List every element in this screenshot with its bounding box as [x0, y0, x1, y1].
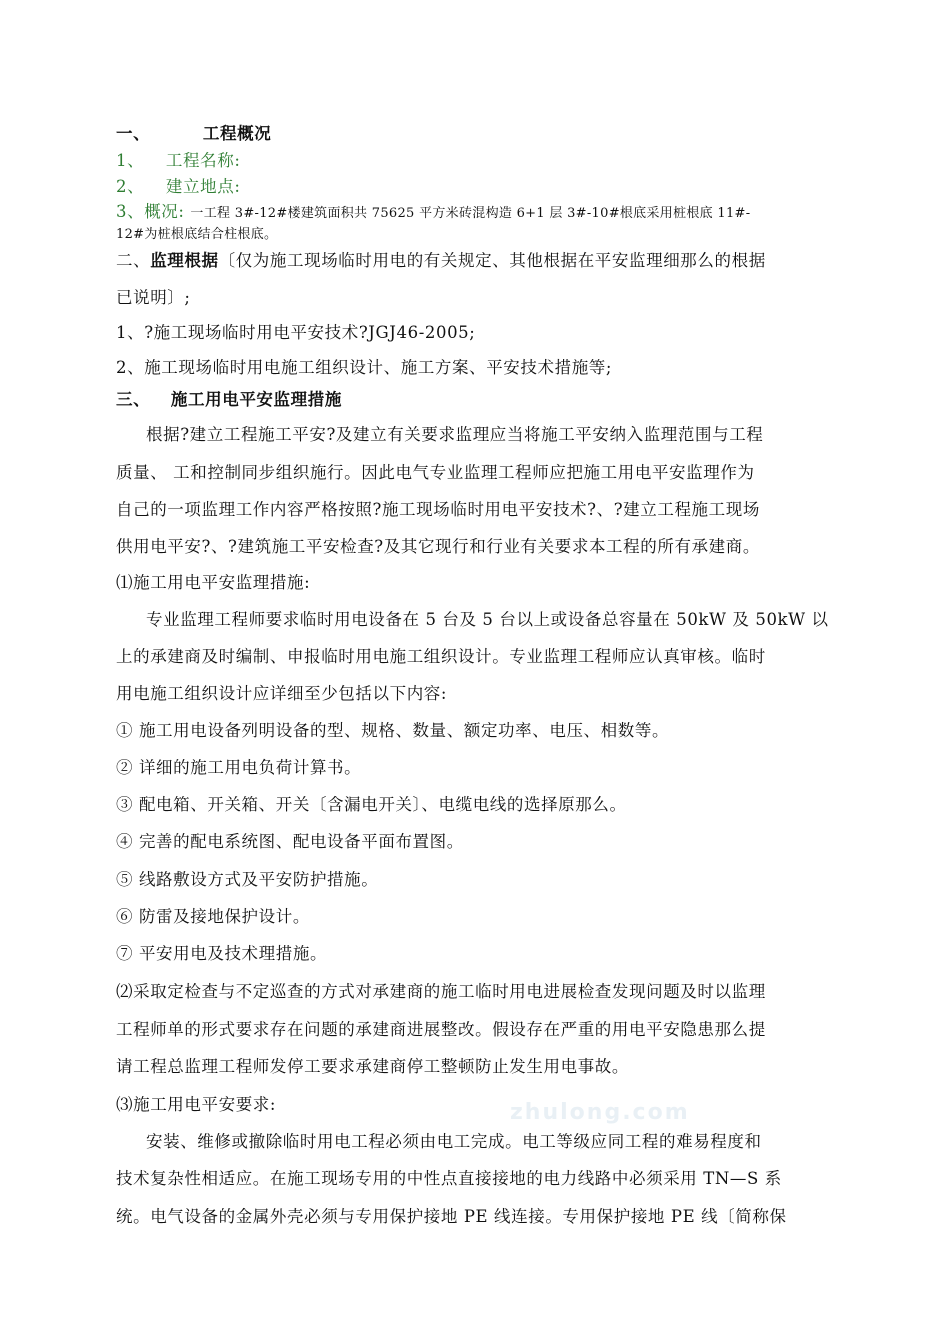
paragraph-2-line: 用电施工组织设计应详细至少包括以下内容: — [116, 684, 448, 703]
item-location — [116, 173, 240, 197]
item-label: 3、概况: — [116, 202, 185, 221]
paragraph-1-line: 根据?建立工程施工平安?及建立有关要求监理应当将施工平安纳入监理范围与工程 — [146, 425, 764, 444]
section-number: 二、 — [116, 251, 151, 270]
paragraph-2-line: 上的承建商及时编制、申报临时用电施工组织设计。专业监理工程师应认真审核。临时 — [116, 647, 766, 666]
paragraph-2-line: 专业监理工程师要求临时用电设备在 5 台及 5 台以上或设备总容量在 50kW 及 50kW 以 — [146, 610, 829, 629]
item-project-name — [116, 147, 240, 171]
item-label: 工程名称: — [165, 151, 241, 170]
item-number: 1、 — [116, 151, 145, 170]
paragraph-1-line: 供用电平安?、?建筑施工平安检查?及其它现行和行业有关要求本工程的所有承建商。 — [116, 537, 760, 556]
content-item: ② 详细的施工用电负荷计算书。 — [116, 758, 362, 777]
subsection-1: ⑴施工用电平安监理措施: — [116, 573, 311, 592]
content-item: ⑥ 防雷及接地保护设计。 — [116, 907, 310, 926]
section-number: 一、 — [116, 124, 151, 143]
basis-1: 1、?施工现场临时用电平安技术?JGJ46-2005; — [116, 323, 476, 342]
section-heading-3 — [116, 386, 342, 410]
item-overview — [116, 198, 750, 222]
section-heading-1 — [116, 120, 271, 144]
paragraph-1-line: 自己的一项监理工作内容严格按照?施工现场临时用电平安技术?、?建立工程施工现场 — [116, 500, 760, 519]
item-overview-cont: 12#为桩根底结合柱根底。 — [116, 227, 278, 242]
content-item: ⑦ 平安用电及技术理措施。 — [116, 944, 328, 963]
section-title: 工程概况 — [202, 124, 272, 143]
content-item: ① 施工用电设备列明设备的型、规格、数量、额定功率、电压、相数等。 — [116, 721, 670, 740]
content-item: ③ 配电箱、开关箱、开关〔含漏电开关〕、电缆电线的选择原那么。 — [116, 795, 627, 814]
paragraph-1-line: 质量、 工和控制同步组织施行。因此电气专业监理工程师应把施工用电平安监理作为 — [116, 463, 755, 482]
section-note: 〔仅为施工现场临时用电的有关规定、其他根据在平安监理细那么的根据 — [218, 251, 766, 270]
subsection-3: ⑶施工用电平安要求: — [116, 1095, 277, 1114]
paragraph-3-line: 安装、维修或撤除临时用电工程必须由电工完成。电工等级应同工程的难易程度和 — [146, 1132, 762, 1151]
content-item: ④ 完善的配电系统图、配电设备平面布置图。 — [116, 832, 464, 851]
paragraph-3-line: 技术复杂性相适应。在施工现场专用的中性点直接接地的电力线路中必须采用 TN—S 系 — [116, 1169, 782, 1188]
item-label: 建立地点: — [165, 177, 241, 196]
paragraph-3-line: 统。电气设备的金属外壳必须与专用保护接地 PE 线连接。专用保护接地 PE 线〔简称保 — [116, 1207, 787, 1226]
section-2-cont: 已说明〕; — [116, 288, 191, 307]
section-title: 监理根据 — [150, 251, 219, 270]
section-title: 施工用电平安监理措施 — [170, 390, 342, 409]
watermark: zhulong.com — [510, 1100, 690, 1125]
subsection-2-line: 请工程总监理工程师发停工要求承建商停工整顿防止发生用电事故。 — [116, 1057, 629, 1076]
subsection-2-line: 工程师单的形式要求存在问题的承建商进展整改。假设存在严重的用电平安隐患那么提 — [116, 1020, 766, 1039]
section-number: 三、 — [116, 390, 151, 409]
section-heading-2 — [116, 247, 766, 271]
basis-2: 2、施工现场临时用电施工组织设计、施工方案、平安技术措施等; — [116, 358, 613, 377]
content-item: ⑤ 线路敷设方式及平安防护措施。 — [116, 870, 379, 889]
subsection-2-line: ⑵采取定检查与不定巡查的方式对承建商的施工临时用电进展检查发现问题及时以监理 — [116, 982, 766, 1001]
item-number: 2、 — [116, 177, 145, 196]
item-text: 一工程 3#-12#楼建筑面积共 75625 平方米砖混构造 6+1 层 3#-10#根底采用桩根底 11#- — [190, 206, 751, 221]
